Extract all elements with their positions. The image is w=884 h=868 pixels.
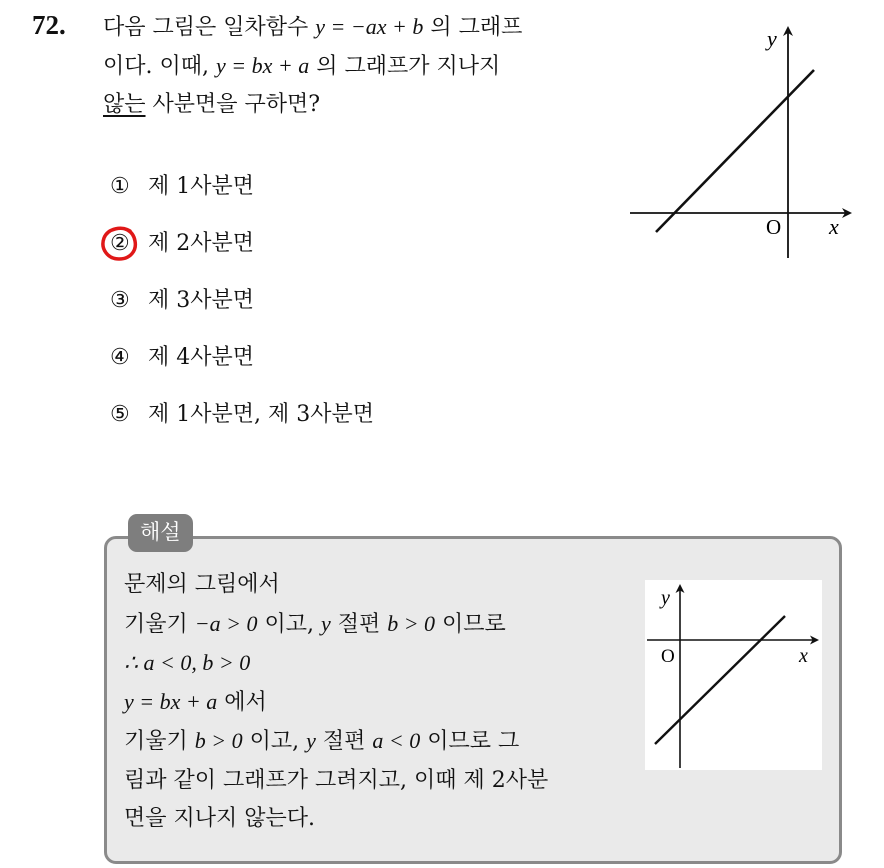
choice-label: 제 1사분면, 제 3사분면 <box>148 402 374 427</box>
question-line-3: 않는 사분면을 구하면? <box>103 92 321 117</box>
choice-label: 제 3사분면 <box>148 288 254 313</box>
choice-mark: ⑤ <box>110 402 130 427</box>
origin-label: O <box>661 646 675 667</box>
choice-label: 제 4사분면 <box>148 345 254 370</box>
choice-mark: ① <box>110 174 130 199</box>
question-line-2: 이다. 이때, y = bx + a 의 그래프가 지나지 <box>103 53 501 79</box>
answer-choices <box>110 168 374 453</box>
y-axis-label: y <box>661 587 670 609</box>
x-axis-label: x <box>799 645 808 667</box>
choice-4[interactable] <box>110 339 374 396</box>
solution-tag: 해설 <box>128 514 193 552</box>
y-axis-label: y <box>767 26 777 51</box>
answer-circle-mark <box>100 225 140 263</box>
question-text <box>103 8 623 124</box>
solution-line-2: 기울기 −a > 0 이고, y 절편 b > 0 이므로 <box>124 610 506 637</box>
choice-mark: ④ <box>110 345 130 370</box>
question-graph <box>624 20 860 268</box>
choice-label: 제 2사분면 <box>148 231 254 256</box>
origin-label: O <box>766 215 782 239</box>
underlined-word: 않는 <box>103 92 146 117</box>
solution-line-7: 면을 지나지 않는다. <box>124 806 315 831</box>
question-line-1: 다음 그림은 일차함수 y = −ax + b 의 그래프 <box>103 14 523 40</box>
choice-5[interactable] <box>110 396 374 453</box>
solution-graph <box>645 580 822 770</box>
solution-line-1: 문제의 그림에서 <box>124 572 280 597</box>
choice-mark: ③ <box>110 288 130 313</box>
choice-mark: ② <box>110 231 130 256</box>
question-number: 72. <box>32 10 66 40</box>
graph-line <box>656 70 814 232</box>
graph-line <box>655 616 785 744</box>
solution-line-6: 림과 같이 그래프가 그려지고, 이때 제 2사분 <box>124 767 549 793</box>
solution-text <box>124 566 624 839</box>
choice-1[interactable] <box>110 168 374 225</box>
choice-label: 제 1사분면 <box>148 174 254 199</box>
choice-3[interactable] <box>110 282 374 339</box>
x-axis-label: x <box>829 214 839 239</box>
solution-line-5: 기울기 b > 0 이고, y 절편 a < 0 이므로 그 <box>124 728 520 754</box>
solution-line-3: ∴ a < 0, b > 0 <box>124 650 251 675</box>
solution-line-4: y = bx + a 에서 <box>124 688 267 715</box>
choice-2[interactable] <box>110 225 374 282</box>
